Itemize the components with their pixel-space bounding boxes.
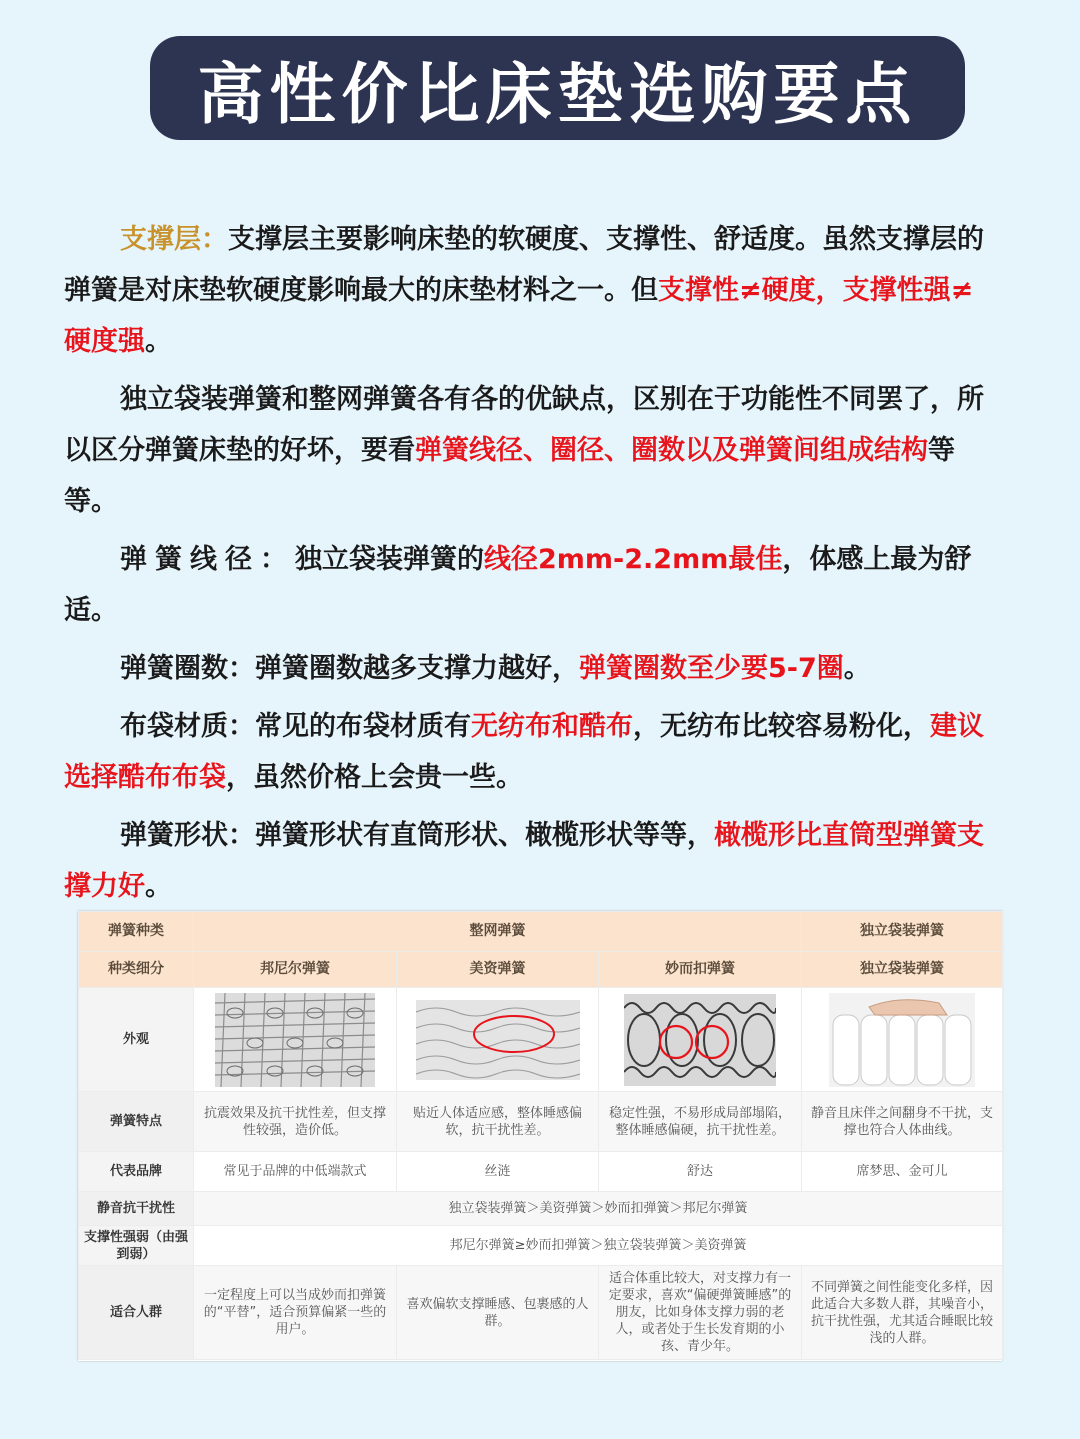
row-head-feature: 弹簧特点 — [79, 1092, 194, 1152]
text-end: 。 — [145, 326, 172, 357]
label-wire-diameter: 弹簧线径： — [120, 544, 295, 575]
comparison-table — [78, 911, 1003, 1360]
highlight-support-layer: 支撑性≠硬度，支撑性强≠硬度强 — [64, 275, 974, 357]
highlight-spring-shape: 橄榄形比直筒型弹簧支撑力好 — [64, 820, 984, 902]
cell-quiet-ranking: 独立袋装弹簧＞美资弹簧＞妙而扣弹簧＞邦尼尔弹簧 — [194, 1192, 1003, 1226]
cell-bonnell: 邦尼尔弹簧 — [194, 952, 397, 988]
label-spring-shape: 弹簧形状： — [120, 820, 255, 851]
article-body — [64, 214, 994, 919]
label-coil-count: 弹簧圈数： — [120, 653, 255, 684]
text-end: ，体感上最为舒适。 — [64, 544, 972, 626]
title-banner — [150, 36, 965, 140]
cell-net-spring: 整网弹簧 — [194, 912, 802, 952]
highlight-coil-count: 弹簧圈数至少要5-7圈 — [579, 653, 844, 684]
highlight-bag-material-2: 建议选择酷布布袋 — [64, 711, 984, 793]
cell-feature-american: 贴近人体适应感，整体睡感偏软，抗干扰性差。 — [397, 1092, 599, 1152]
paragraph-spring-shape — [64, 810, 994, 912]
american-spring-image — [397, 988, 599, 1092]
page-title: 高性价比床垫选购要点 — [197, 55, 918, 133]
label-bag-material: 布袋材质： — [120, 711, 255, 742]
table-row — [79, 1152, 1003, 1192]
table-row — [79, 988, 1003, 1092]
highlight-spring-types: 弹簧线径、圈径、圈数以及弹簧间组成结构 — [415, 435, 928, 466]
row-head-appearance: 外观 — [79, 988, 194, 1092]
highlight-wire-diameter: 线径2mm-2.2mm最佳 — [484, 544, 783, 575]
cell-people-pocket: 不同弹簧之间性能变化多样，因此适合大多数人群，其噪音小，抗干扰性强，尤其适合睡眠比较浅的人群。 — [802, 1266, 1003, 1360]
cell-brand-american: 丝涟 — [397, 1152, 599, 1192]
paragraph-bag-material — [64, 701, 994, 803]
paragraph-support-layer — [64, 214, 994, 367]
row-head-people: 适合人群 — [79, 1266, 194, 1360]
cell-feature-pocket: 静音且床伴之间翻身不干扰，支撑也符合人体曲线。 — [802, 1092, 1003, 1152]
text-coil-count: 弹簧圈数越多支撑力越好， — [255, 653, 579, 684]
text-bag-material-2: ，无纺布比较容易粉化， — [633, 711, 930, 742]
miaoerkou-spring-image — [599, 988, 802, 1092]
cell-people-bonnell: 一定程度上可以当成妙而扣弹簧的“平替”，适合预算偏紧一些的用户。 — [194, 1266, 397, 1360]
cell-miaoerkou: 妙而扣弹簧 — [599, 952, 802, 988]
cell-brand-miaoerkou: 舒达 — [599, 1152, 802, 1192]
text-support-layer: 支撑层主要影响床垫的软硬度、支撑性、舒适度。虽然支撑层的弹簧是对床垫软硬度影响最大的床垫材料之一。但 — [64, 224, 984, 306]
text-end: 。 — [145, 871, 172, 902]
cell-people-miaoerkou: 适合体重比较大，对支撑力有一定要求，喜欢“偏硬弹簧睡感”的朋友，比如身体支撑力弱的老人，或者处于生长发育期的小孩、青少年。 — [599, 1266, 802, 1360]
text-spring-types: 独立袋装弹簧和整网弹簧各有各的优缺点，区别在于功能性不同罢了，所以区分弹簧床垫的好坏，要看 — [64, 384, 984, 466]
text-end: 。 — [843, 653, 871, 684]
highlight-bag-material-1: 无纺布和酷布 — [471, 711, 633, 742]
text-bag-material: 常见的布袋材质有 — [255, 711, 471, 742]
row-head-support: 支撑性强弱（由强到弱） — [79, 1226, 194, 1266]
text-end: 等等。 — [64, 435, 955, 517]
table-row — [79, 952, 1003, 988]
cell-brand-pocket: 席梦思、金可儿 — [802, 1152, 1003, 1192]
cell-pocket: 独立袋装弹簧 — [802, 952, 1003, 988]
row-head-subtype: 种类细分 — [79, 952, 194, 988]
table-row — [79, 1266, 1003, 1360]
table-row — [79, 912, 1003, 952]
text-wire-diameter: 独立袋装弹簧的 — [295, 544, 484, 575]
row-head-brand: 代表品牌 — [79, 1152, 194, 1192]
text-spring-shape: 弹簧形状有直筒形状、橄榄形状等等， — [255, 820, 714, 851]
text-end: ，虽然价格上会贵一些。 — [226, 762, 523, 793]
label-support-layer: 支撑层： — [120, 224, 228, 255]
cell-american: 美资弹簧 — [397, 952, 599, 988]
cell-pocket-spring: 独立袋装弹簧 — [802, 912, 1003, 952]
paragraph-spring-types — [64, 374, 994, 527]
spring-comparison-table — [78, 911, 1002, 1361]
cell-support-ranking: 邦尼尔弹簧≥妙而扣弹簧＞独立袋装弹簧＞美资弹簧 — [194, 1226, 1003, 1266]
table-row — [79, 1226, 1003, 1266]
bonnell-spring-image — [194, 988, 397, 1092]
cell-feature-miaoerkou: 稳定性强，不易形成局部塌陷，整体睡感偏硬，抗干扰性差。 — [599, 1092, 802, 1152]
table-row — [79, 1192, 1003, 1226]
paragraph-coil-count — [64, 643, 994, 694]
pocket-spring-image — [802, 988, 1003, 1092]
cell-people-american: 喜欢偏软支撑睡感、包裹感的人群。 — [397, 1266, 599, 1360]
row-head-spring-type: 弹簧种类 — [79, 912, 194, 952]
cell-brand-bonnell: 常见于品牌的中低端款式 — [194, 1152, 397, 1192]
cell-feature-bonnell: 抗震效果及抗干扰性差，但支撑性较强，造价低。 — [194, 1092, 397, 1152]
paragraph-wire-diameter — [64, 534, 994, 636]
row-head-quiet: 静音抗干扰性 — [79, 1192, 194, 1226]
table-row — [79, 1092, 1003, 1152]
